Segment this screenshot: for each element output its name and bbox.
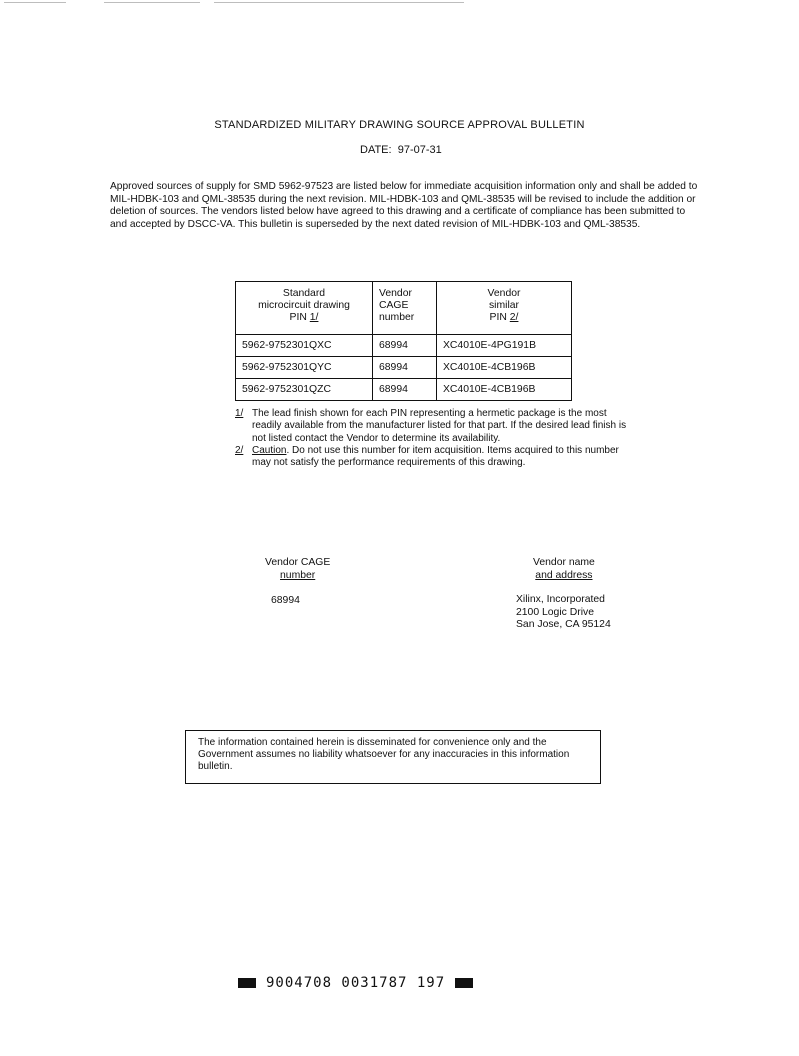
vendor-cage-value: 68994 bbox=[271, 595, 300, 606]
footnote-marker-1: 1/ bbox=[235, 408, 244, 419]
cage-cell: 68994 bbox=[373, 379, 437, 401]
table-row bbox=[236, 357, 572, 379]
sources-table bbox=[235, 281, 572, 401]
vendor-pin-cell: XC4010E-4PG191B bbox=[437, 335, 572, 357]
scan-artifact bbox=[104, 2, 200, 3]
barcode-block bbox=[455, 978, 473, 988]
cage-cell: 68994 bbox=[373, 335, 437, 357]
vendor-cage-header: Vendor CAGE number bbox=[265, 557, 331, 581]
bulletin-title: STANDARDIZED MILITARY DRAWING SOURCE APPROVAL BULLETIN bbox=[214, 119, 585, 131]
intro-paragraph: Approved sources of supply for SMD 5962-97523 are listed below for immediate acquisition information only and shall be added to MIL-HDBK-103 and QML-38535 during the next revision. MIL-HDBK-103 and QML-38535 will be revised to include the addition or deletion of sources. The vendors listed below have agreed to this drawing and a certificate of compliance has been submitted to and accepted by DSCC-VA. This bulletin is superseded by the next dated revision of MIL-HDBK-103 and QML-38535. bbox=[110, 181, 698, 230]
caution-label: Caution bbox=[252, 444, 287, 456]
footnote-marker-2: 2/ bbox=[235, 444, 244, 456]
cage-cell: 68994 bbox=[373, 357, 437, 379]
disclaimer-box: The information contained herein is disseminated for convenience only and the Government assumes no liability whatsoever for any inaccuracies in this information bulletin. bbox=[185, 730, 601, 784]
address-line: 2100 Logic Drive bbox=[516, 606, 594, 618]
footnote-1 bbox=[235, 408, 635, 445]
table-header-row bbox=[236, 282, 572, 335]
footnote-ref-2: 2/ bbox=[509, 312, 519, 323]
scan-artifact bbox=[214, 2, 464, 3]
smd-pin-cell: 5962-9752301QYC bbox=[236, 357, 373, 379]
table-row bbox=[236, 335, 572, 357]
barcode-block bbox=[238, 978, 256, 988]
vendor-name-header: Vendor name and address bbox=[533, 557, 595, 581]
footnote-2-text: . Do not use this number for item acquisition. Items acquired to this number may not satisfy the performance requirements of this drawing. bbox=[252, 444, 619, 469]
header-vendor-pin: Vendor similar PIN 2/ bbox=[437, 282, 572, 335]
vendor-address bbox=[516, 594, 611, 632]
scan-artifact bbox=[4, 2, 66, 3]
smd-pin-cell: 5962-9752301QXC bbox=[236, 335, 373, 357]
footnotes bbox=[235, 408, 635, 469]
control-number-text: 9004708 0031787 197 bbox=[266, 975, 446, 991]
footnote-ref-1: 1/ bbox=[309, 312, 319, 323]
bulletin-date bbox=[360, 144, 442, 156]
footnote-1-text: The lead finish shown for each PIN representing a hermetic package is the most readily available from the manufacturer listed for that part. If the desired lead finish is not listed contact the Vendor to determine its availability. bbox=[252, 408, 627, 444]
header-smd-pin: Standard microcircuit drawing PIN 1/ bbox=[236, 282, 373, 335]
date-value: 97-07-31 bbox=[397, 144, 442, 156]
footnote-2 bbox=[235, 445, 635, 470]
vendor-pin-cell: XC4010E-4CB196B bbox=[437, 379, 572, 401]
document-control-number bbox=[238, 973, 473, 993]
address-line: San Jose, CA 95124 bbox=[516, 619, 611, 630]
date-label: DATE: bbox=[360, 144, 392, 156]
table-row bbox=[236, 379, 572, 401]
address-line: Xilinx, Incorporated bbox=[516, 594, 605, 605]
smd-pin-cell: 5962-9752301QZC bbox=[236, 379, 373, 401]
vendor-pin-cell: XC4010E-4CB196B bbox=[437, 357, 572, 379]
header-vendor-cage: Vendor CAGE number bbox=[373, 282, 437, 335]
